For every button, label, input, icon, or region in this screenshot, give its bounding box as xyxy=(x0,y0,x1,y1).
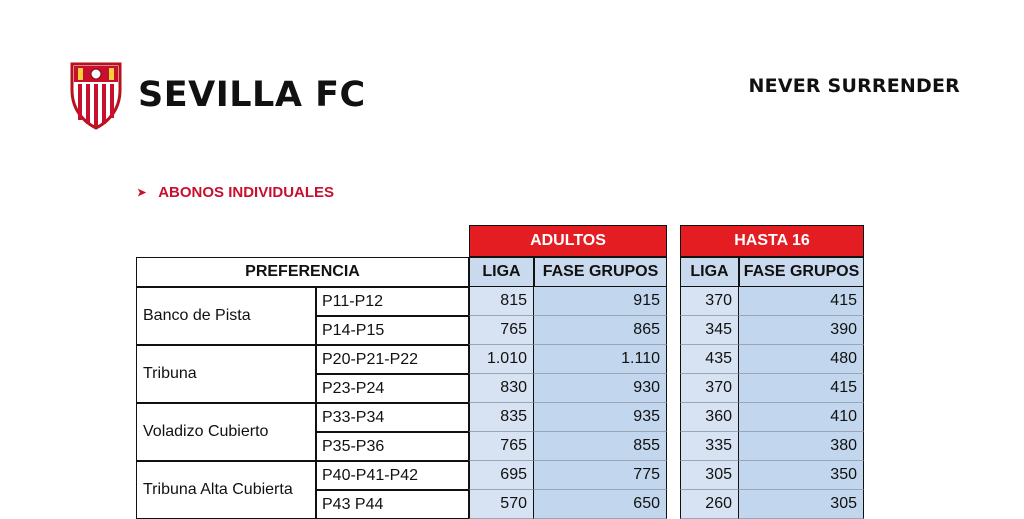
price-adultos-liga: 765 xyxy=(469,316,534,345)
price-hasta16-liga: 360 xyxy=(680,403,739,432)
price-adultos-liga: 815 xyxy=(469,287,534,316)
price-hasta16-liga: 370 xyxy=(680,374,739,403)
price-adultos-liga: 830 xyxy=(469,374,534,403)
price-hasta16-liga: 435 xyxy=(680,345,739,374)
price-adultos-liga: 1.010 xyxy=(469,345,534,374)
price-adultos-fase: 855 xyxy=(534,432,667,461)
price-adultos-fase: 930 xyxy=(534,374,667,403)
zone-name: Tribuna xyxy=(136,345,316,403)
column-header-adultos-fase: FASE GRUPOS xyxy=(534,257,667,287)
column-header-preferencia: PREFERENCIA xyxy=(136,257,469,287)
column-header-hasta16-liga: LIGA xyxy=(680,257,739,287)
club-brand xyxy=(68,60,366,130)
seat-code: P23-P24 xyxy=(316,374,469,403)
price-hasta16-fase: 415 xyxy=(739,374,864,403)
seat-code: P11-P12 xyxy=(316,287,469,316)
price-hasta16-fase: 390 xyxy=(739,316,864,345)
arrow-bullet-icon: ➤ xyxy=(137,187,147,199)
zone-name: Tribuna Alta Cubierta xyxy=(136,461,316,519)
price-hasta16-fase: 480 xyxy=(739,345,864,374)
seat-code: P33-P34 xyxy=(316,403,469,432)
seat-code: P20-P21-P22 xyxy=(316,345,469,374)
price-hasta16-liga: 370 xyxy=(680,287,739,316)
zone-name: Banco de Pista xyxy=(136,287,316,345)
club-motto: NEVER SURRENDER xyxy=(748,75,960,97)
seat-code: P35-P36 xyxy=(316,432,469,461)
group-header-hasta16: HASTA 16 xyxy=(680,225,864,257)
seat-code: P14-P15 xyxy=(316,316,469,345)
price-adultos-liga: 765 xyxy=(469,432,534,461)
section-heading xyxy=(137,184,334,201)
price-adultos-fase: 865 xyxy=(534,316,667,345)
price-hasta16-fase: 380 xyxy=(739,432,864,461)
price-hasta16-liga: 335 xyxy=(680,432,739,461)
price-adultos-liga: 570 xyxy=(469,490,534,519)
price-hasta16-liga: 260 xyxy=(680,490,739,519)
price-hasta16-fase: 350 xyxy=(739,461,864,490)
sevilla-crest-logo xyxy=(68,60,124,130)
section-title: ABONOS INDIVIDUALES xyxy=(158,184,335,201)
seat-code: P43 P44 xyxy=(316,490,469,519)
price-hasta16-liga: 345 xyxy=(680,316,739,345)
seat-code: P40-P41-P42 xyxy=(316,461,469,490)
price-hasta16-fase: 410 xyxy=(739,403,864,432)
price-adultos-fase: 1.110 xyxy=(534,345,667,374)
price-adultos-liga: 695 xyxy=(469,461,534,490)
column-header-adultos-liga: LIGA xyxy=(469,257,534,287)
price-adultos-fase: 650 xyxy=(534,490,667,519)
price-hasta16-liga: 305 xyxy=(680,461,739,490)
price-hasta16-fase: 305 xyxy=(739,490,864,519)
price-hasta16-fase: 415 xyxy=(739,287,864,316)
brand-name: SEVILLA FC xyxy=(138,75,366,115)
price-adultos-fase: 775 xyxy=(534,461,667,490)
price-adultos-fase: 935 xyxy=(534,403,667,432)
zone-name: Voladizo Cubierto xyxy=(136,403,316,461)
group-header-adultos: ADULTOS xyxy=(469,225,667,257)
column-header-hasta16-fase: FASE GRUPOS xyxy=(739,257,864,287)
price-adultos-liga: 835 xyxy=(469,403,534,432)
price-adultos-fase: 915 xyxy=(534,287,667,316)
